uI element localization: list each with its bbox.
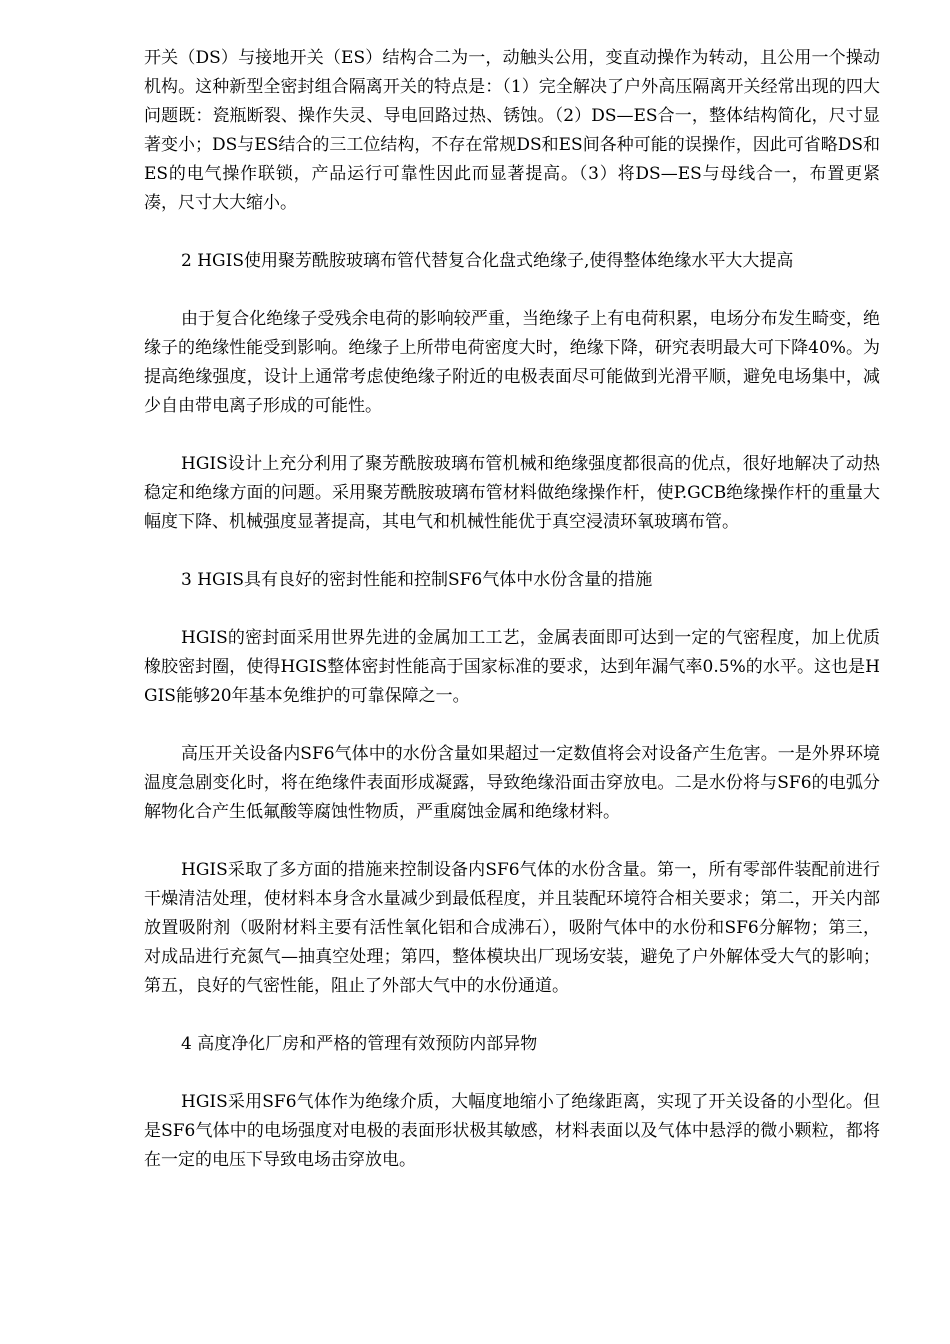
paragraph-gap: [144, 827, 880, 856]
section-heading-4: 4 高度净化厂房和严格的管理有效预防内部异物: [181, 1034, 538, 1054]
paragraph-gap: [144, 711, 880, 740]
paragraph-gap: [144, 1059, 880, 1088]
paragraph-insulator-charge: 由于复合化绝缘子受残余电荷的影响较严重，当绝缘子上有电荷积累，电场分布发生畸变，绝缘子的绝缘性能受到影响。绝缘子上所带电荷密度大时，绝缘下降，研究表明最大可下降40%。为提高绝缘强度，设计上通常考虑使绝缘子附近的电极表面尽可能做到光滑平顺，避免电场集中，减少自由带电离子形成的可能性。: [144, 309, 880, 416]
paragraph-gap: [144, 276, 880, 305]
paragraph-moisture-control: HGIS采取了多方面的措施来控制设备内SF6气体的水份含量。第一，所有零部件装配前进行干燥清洁处理，使材料本身含水量减少到最低程度，并且装配环境符合相关要求；第二，开关内部放置吸附剂（吸附材料主要有活性氧化铝和合成沸石），吸附气体中的水份和SF6分解物；第三，对成品进行充氮气—抽真空处理；第四，整体模块出厂现场安装，避免了户外解体受大气的影响；第五，良好的气密性能，阻止了外部大气中的水份通道。: [144, 860, 880, 996]
paragraph-gap: [144, 595, 880, 624]
paragraph-sf6-insulation: HGIS采用SF6气体作为绝缘介质，大幅度地缩小了绝缘距离，实现了开关设备的小型化。但是SF6气体中的电场强度对电极的表面形状极其敏感，材料表面以及气体中悬浮的微小颗粒，都将在一定的电压下导致电场击穿放电。: [144, 1092, 880, 1170]
paragraph-moisture-hazard: 高压开关设备内SF6气体中的水份含量如果超过一定数值将会对设备产生危害。一是外界环境温度急剧变化时，将在绝缘件表面形成凝露，导致绝缘沿面击穿放电。二是水份将与SF6的电弧分解物化合产生低氟酸等腐蚀性物质，严重腐蚀金属和绝缘材料。: [144, 744, 880, 822]
section-heading-2: 2 HGIS使用聚芳酰胺玻璃布管代替复合化盘式绝缘子,使得整体绝缘水平大大提高: [181, 251, 794, 271]
section-heading-3: 3 HGIS具有良好的密封性能和控制SF6气体中水份含量的措施: [181, 570, 653, 590]
document-page: [144, 44, 880, 1175]
paragraph-ds-es-features: 开关（DS）与接地开关（ES）结构合二为一，动触头公用，变直动操作为转动，且公用一个操动机构。这种新型全密封组合隔离开关的特点是：（1）完全解决了户外高压隔离开关经常出现的四大问题既：瓷瓶断裂、操作失灵、导电回路过热、锈蚀。（2）DS—ES合一，整体结构简化，尺寸显著变小；DS与ES结合的三工位结构，不存在常规DS和ES间各种可能的误操作，因此可省略DS和ES的电气操作联锁，产品运行可靠性因此而显著提高。（3）将DS—ES与母线合一，布置更紧凑，尺寸大大缩小。: [144, 48, 880, 213]
paragraph-gap: [144, 218, 880, 247]
paragraph-aramid-tube: HGIS设计上充分利用了聚芳酰胺玻璃布管机械和绝缘强度都很高的优点，很好地解决了动热稳定和绝缘方面的问题。采用聚芳酰胺玻璃布管材料做绝缘操作杆，使P.GCB绝缘操作杆的重量大幅度下降、机械强度显著提高，其电气和机械性能优于真空浸渍环氧玻璃布管。: [144, 454, 880, 532]
paragraph-gap: [144, 1001, 880, 1030]
paragraph-gap: [144, 537, 880, 566]
paragraph-gap: [144, 421, 880, 450]
paragraph-sealing: HGIS的密封面采用世界先进的金属加工工艺，金属表面即可达到一定的气密程度，加上优质橡胶密封圈，使得HGIS整体密封性能高于国家标准的要求，达到年漏气率0.5%的水平。这也是HGIS能够20年基本免维护的可靠保障之一。: [144, 628, 880, 706]
